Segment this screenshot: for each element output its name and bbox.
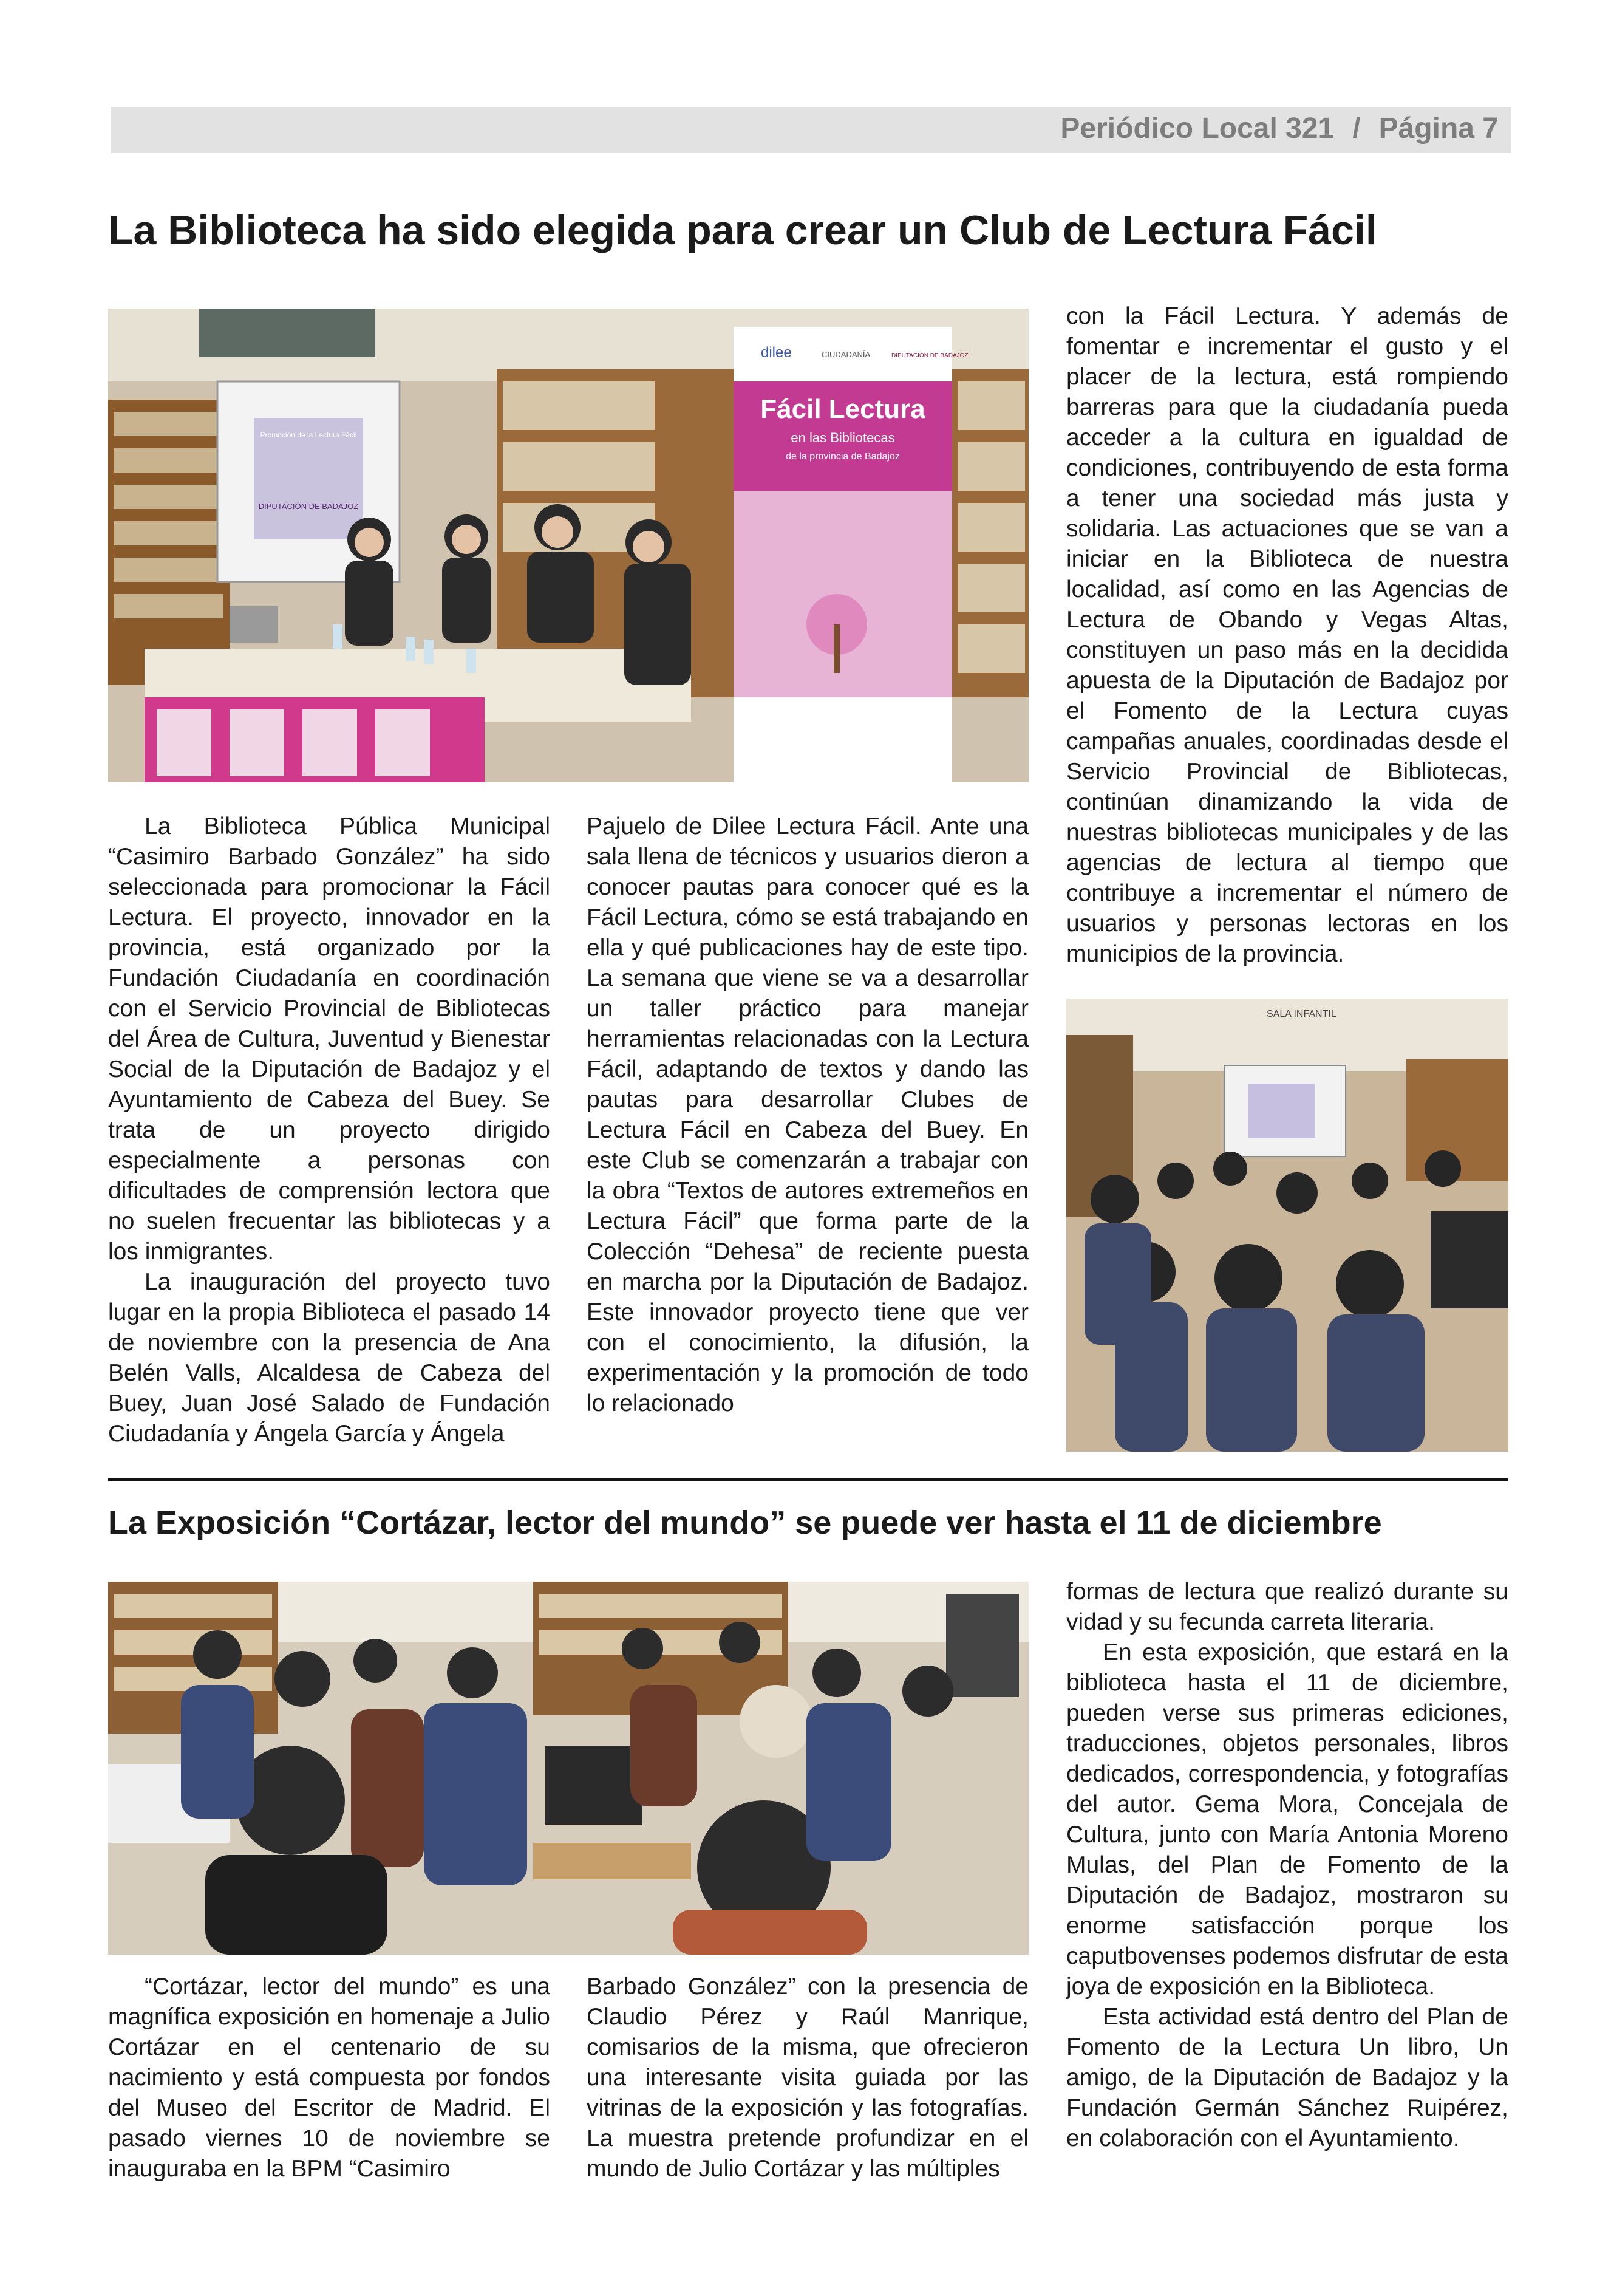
screen-text-2: DIPUTACIÓN DE BADAJOZ <box>258 502 359 511</box>
screen-text-1: Promoción de la Lectura Fácil <box>260 431 357 439</box>
article2-col3-paragraph-1: formas de lectura que realizó durante su vidad y su fecunda carreta literaria. <box>1066 1579 1508 1635</box>
article2-column-3 <box>1066 1577 1508 2154</box>
article1-col3-paragraph-1: con la Fácil Lectura. Y además de fomentar e incrementar el gusto y el placer de la lectura, está rompiendo barreras para que la ciudadanía pueda acceder a la cultura en igualdad de condiciones, contribuyendo de esta forma a tener una sociedad más justa y solidaria. Las actuaciones que se van a iniciar en la Biblioteca de nuestra localidad, así como en las Agencias de Lectura de Obando y Vegas Altas, constituyen un paso más en la decidida apuesta de la Diputación de Badajoz por el Fomento de la Lectura cuyas campañas anuales, coordinadas desde el Servicio Provincial de Bibliotecas, continúan dinamizando la vida de nuestras bibliotecas municipales y de las agencias de lectura al tiempo que contribuye a incrementar el número de usuarios y personas lectoras en los municipios de la provincia. <box>1066 303 1508 967</box>
article2-col2-paragraph-1: Barbado González” con la presencia de Claudio Pérez y Raúl Manrique, comisarios de la misma, que ofrecieron una interesante visita guiada por las vitrinas de la exposición y las fotografías. La muestra pretende profundizar en el mundo de Julio Cortázar y las múltiples <box>587 1973 1029 2182</box>
article2-headline: La Exposición “Cortázar, lector del mundo” se puede ver hasta el 11 de diciembre <box>108 1505 1382 1541</box>
header-text <box>1060 112 1499 145</box>
banner-subtitle-2: de la provincia de Badajoz <box>786 451 900 462</box>
banner-title: Fácil Lectura <box>760 394 925 424</box>
article1-col2-paragraph-1: Pajuelo de Dilee Lectura Fácil. Ante una sala llena de técnicos y usuarios dieron a conocer pautas para conocer qué es la Fácil Lectura, cómo se está trabajando en ella y qué publicaciones hay de este tipo. La semana que viene se va a desarrollar un taller práctico para manejar herramientas relacionadas con la Lectura Fácil, adaptando de textos y dando las pautas para desarrollar Clubes de Lectura Fácil en Cabeza del Buey. En este Club se comenzarán a trabajar con la obra “Textos de autores extremeños en Lectura Fácil” que forma parte de la Colección “Dehesa” de reciente puesta en marcha por la Diputación de Badajoz. Este innovador proyecto tiene que ver con el conocimiento, la difusión, la experimentación y la promoción de todo lo relacionado <box>587 813 1029 1416</box>
article1-col1-paragraph-2: La inauguración del proyecto tuvo lugar en la propia Biblioteca el pasado 14 de noviembre con la presencia de Ana Belén Valls, Alcaldesa de Cabeza del Buey, Juan José Salado de Fundación Ciudadanía y Ángela García y Ángela <box>108 1269 550 1447</box>
article2-col3-paragraph-3: Esta actividad está dentro del Plan de Fomento de la Lectura Un libro, Un amigo, de la Diputación de Badajoz y la Fundación Germán Sánchez Ruipérez, en colaboración con el Ayuntamiento. <box>1066 2004 1508 2151</box>
article1-column-2 <box>587 811 1029 1419</box>
sala-infantil-sign: SALA INFANTIL <box>1267 1009 1336 1019</box>
article1-main-photo <box>108 309 1029 782</box>
article1-side-photo <box>1066 999 1508 1452</box>
publication-name: Periódico Local 321 <box>1060 112 1335 145</box>
article2-photo <box>108 1582 1029 1955</box>
article1-column-3 <box>1066 301 1508 969</box>
page-header <box>111 107 1511 153</box>
header-separator: / <box>1352 112 1361 145</box>
article2-column-1 <box>108 1972 550 2184</box>
article1-column-1 <box>108 811 550 1449</box>
article1-headline: La Biblioteca ha sido elegida para crear un Club de Lectura Fácil <box>108 207 1377 253</box>
banner-subtitle: en las Bibliotecas <box>791 430 895 445</box>
article1-col1-paragraph-1: La Biblioteca Pública Municipal “Casimiro Barbado González” ha sido seleccionada para promocionar la Fácil Lectura. El proyecto, innovador en la provincia, está organizado por la Fundación Ciudadanía en coordinación con el Servicio Provincial de Bibliotecas del Área de Cultura, Juventud y Bienestar Social de la Diputación de Badajoz y el Ayuntamiento de Cabeza del Buey. Se trata de un proyecto dirigido especialmente a personas con dificultades de comprensión lectora que no suelen frecuentar las bibliotecas y a los inmigrantes. <box>108 813 550 1265</box>
article2-col3-paragraph-2: En esta exposición, que estará en la biblioteca hasta el 11 de diciembre, pueden verse sus primeras ediciones, traducciones, objetos personales, libros dedicados, correspondencia, y fotografías del autor. Gema Mora, Concejala de Cultura, junto con María Antonia Moreno Mulas, del Plan de Fomento de la Diputación de Badajoz, mostraron su enorme satisfacción porque los caputbovenses podemos disfrutar de esta joya de exposición en la Biblioteca. <box>1066 1639 1508 2000</box>
banner-logo-ciudadania: CIUDADANÍA <box>822 350 871 359</box>
banner-logo-dilee: dilee <box>761 344 792 361</box>
banner-logo-diputacion: DIPUTACIÓN DE BADAJOZ <box>891 352 969 359</box>
article2-column-2 <box>587 1972 1029 2184</box>
article2-col1-paragraph-1: “Cortázar, lector del mundo” es una magnífica exposición en homenaje a Julio Cortázar en el centenario de su nacimiento y está compuesta por fondos del Museo del Escritor de Madrid. El pasado viernes 10 de noviembre se inauguraba en la BPM “Casimiro <box>108 1973 550 2182</box>
section-divider <box>108 1478 1508 1481</box>
page-number: Página 7 <box>1378 112 1499 145</box>
